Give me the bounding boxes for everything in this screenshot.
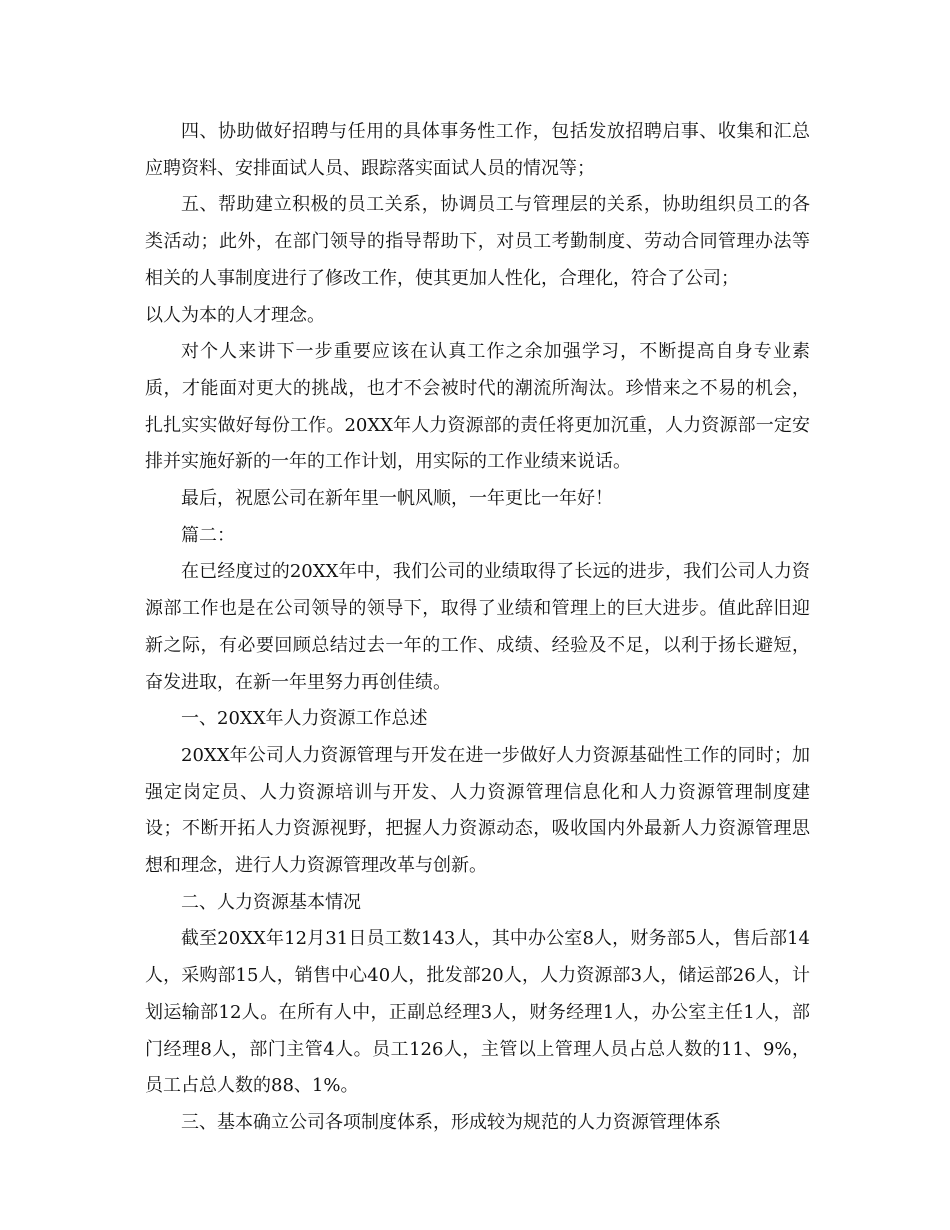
paragraph-personal-plan: 对个人来讲下一步重要应该在认真工作之余加强学习，不断提高自身专业素质，才能面对更大的挑战，也才不会被时代的潮流所淘汰。珍惜来之不易的机会，扎扎实实做好每份工作。20XX年人力资源部的责任将更加沉重，人力资源部一定安排并实施好新的一年的工作计划，用实际的工作业绩来说话。 [145, 341, 810, 473]
document-body [145, 114, 810, 1142]
paragraph-recruitment-tasks: 四、协助做好招聘与任用的具体事务性工作，包括发放招聘启事、收集和汇总应聘资料、安排面试人员、跟踪落实面试人员的情况等； [145, 121, 810, 179]
heading-hr-basics: 二、人力资源基本情况 [181, 891, 361, 913]
paragraph-people-oriented: 以人为本的人才理念。 [145, 304, 325, 326]
heading-hr-summary: 一、20XX年人力资源工作总述 [181, 708, 428, 730]
heading-policy-system: 三、基本确立公司各项制度体系，形成较为规范的人力资源管理体系 [181, 1111, 721, 1133]
paragraph-hr-summary: 20XX年公司人力资源管理与开发在进一步做好人力资源基础性工作的同时；加强定岗定员、人力资源培训与开发、人力资源管理信息化和人力资源管理制度建设；不断开拓人力资源视野，把握人力资源动态，吸收国内外最新人力资源管理思想和理念，进行人力资源管理改革与创新。 [145, 744, 810, 877]
paragraph-staff-statistics: 截至20XX年12月31日员工数143人，其中办公室8人，财务部5人，售后部14人，采购部15人，销售中心40人，批发部20人，人力资源部3人，储运部26人，计划运输部12人。在所有人中，正副总经理3人，财务经理1人，办公室主任1人，部门经理8人，部门主管4人。员工126人，主管以上管理人员占总人数的11、9%，员工占总人数的88、1%。 [145, 928, 810, 1097]
paragraph-employee-relations: 五、帮助建立积极的员工关系，协调员工与管理层的关系，协助组织员工的各类活动；此外，在部门领导的指导帮助下，对员工考勤制度、劳动合同管理办法等相关的人事制度进行了修改工作，使其更加人性化，合理化，符合了公司； [145, 194, 810, 289]
paragraph-intro-part-two: 在已经度过的20XX年中，我们公司的业绩取得了长远的进步，我们公司人力资源部工作也是在公司领导的领导下，取得了业绩和管理上的巨大进步。值此辞旧迎新之际，有必要回顾总结过去一年的工作、成绩、经验及不足，以利于扬长避短，奋发进取，在新一年里努力再创佳绩。 [145, 561, 810, 693]
section-heading-part-two: 篇二： [181, 524, 235, 546]
paragraph-closing-wish: 最后，祝愿公司在新年里一帆风顺，一年更比一年好！ [181, 488, 613, 510]
